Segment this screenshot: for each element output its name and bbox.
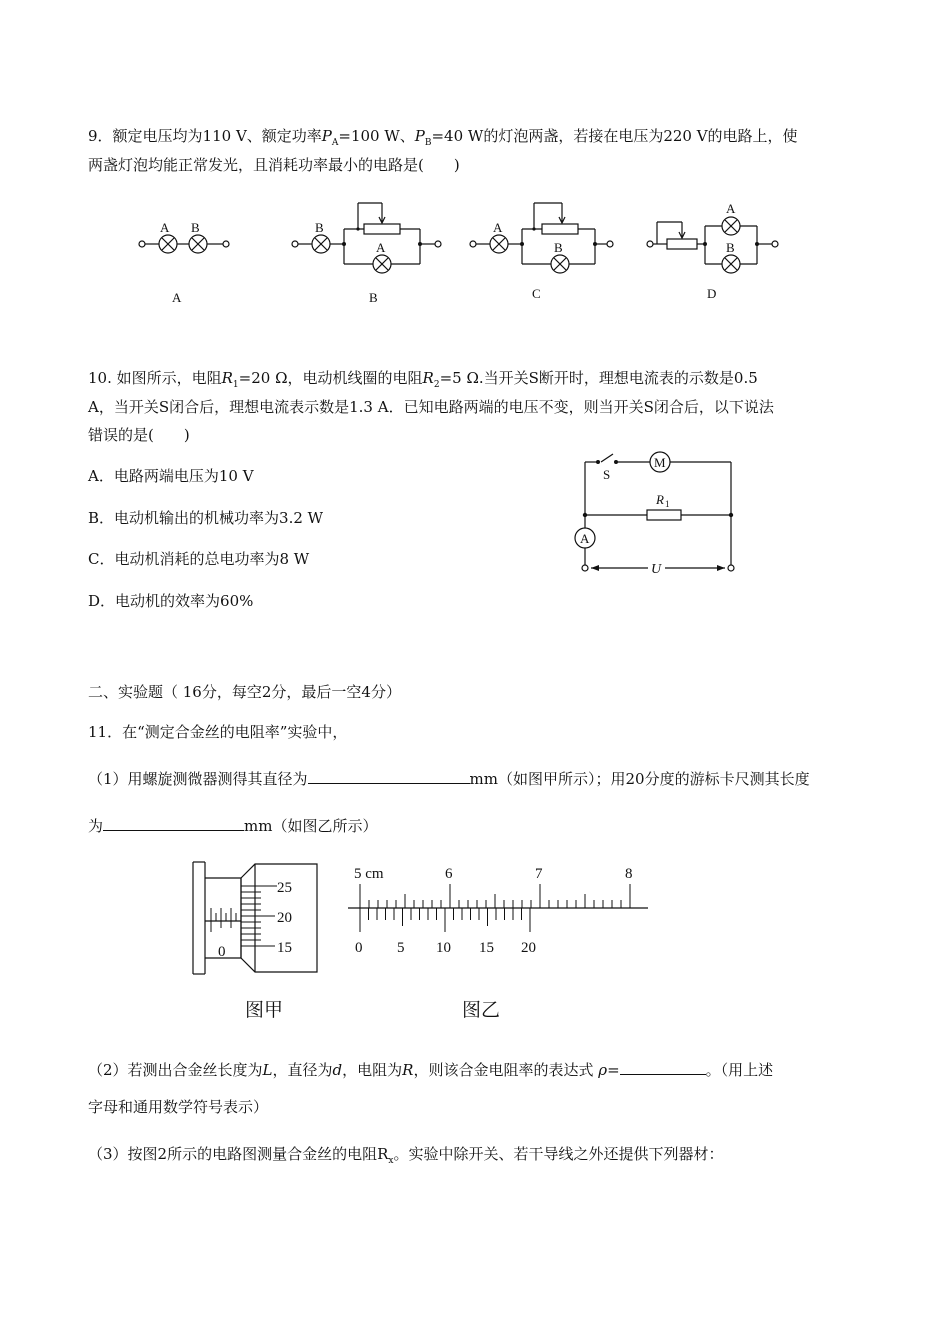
- micrometer-zero: 0: [218, 944, 226, 960]
- micrometer-tick-20: 20: [277, 910, 292, 926]
- caliper-vernier-label-0: 0: [355, 940, 363, 956]
- q11-part3: （3）按图2所示的电路图测量合金丝的电阻$R_x$。实验中除开关、若干导线之外还提供下列器材：: [88, 1145, 724, 1166]
- q11-part1-line2: 为 mm（如图乙所示）: [88, 817, 378, 835]
- bulb-label-a: A: [726, 201, 736, 216]
- q10-option-b: B．电动机输出的机械功率为3.2 W: [88, 509, 324, 527]
- caliper-vernier-label-15: 15: [479, 940, 494, 956]
- q11-title: 11．在“测定合金丝的电阻率”实验中，: [88, 723, 348, 741]
- q9-line1: 9．额定电压均为110 V、额定功率$P_A=100$ W、$P_B=40$ W的灯泡两盏，若接在电压为220 V的电路上，使: [88, 127, 798, 148]
- caliper-vernier-label-10: 10: [436, 940, 451, 956]
- diameter-blank[interactable]: [308, 768, 470, 784]
- motor-label: M: [654, 455, 666, 470]
- bulb-label-a: A: [376, 240, 386, 255]
- q10-option-c: C．电动机消耗的总电功率为8 W: [88, 550, 310, 568]
- micrometer-figure: [185, 856, 325, 1026]
- circuit-label-b: B: [369, 290, 378, 305]
- q11-part1-line1: （1）用螺旋测微器测得其直径为 mm（如图甲所示）；用20分度的游标卡尺测其长度: [88, 770, 810, 788]
- circuit-label-a: A: [172, 290, 182, 305]
- caliper-figure: [340, 860, 660, 1026]
- q9-line2: 两盏灯泡均能正常发光，且消耗功率最小的电路是( ): [88, 156, 460, 174]
- length-blank[interactable]: [103, 815, 244, 831]
- q10-option-a: A．电路两端电压为10 V: [88, 467, 254, 485]
- q11-part2-line1: （2）若测出合金丝长度为L，直径为d，电阻为R，则该合金电阻率的表达式 ρ= 。（用上述: [88, 1061, 774, 1079]
- bulb-label-b: B: [315, 220, 324, 235]
- caliper-vernier-label-5: 5: [397, 940, 405, 956]
- resistor-label: R: [656, 492, 664, 507]
- resistivity-blank[interactable]: [620, 1059, 706, 1075]
- micrometer-tick-25: 25: [277, 880, 292, 896]
- bulb-label-b: B: [191, 220, 200, 235]
- voltage-label: U: [651, 562, 662, 577]
- switch-label: S: [603, 467, 611, 482]
- caliper-main-label-5cm: 5 cm: [354, 866, 384, 882]
- q10-line1: 10. 如图所示，电阻$R_1=20$ Ω，电动机线圈的电阻$R_2=5$ Ω.当开关S断开时，理想电流表的示数是0.5: [88, 369, 758, 390]
- bulb-label-b: B: [554, 240, 563, 255]
- q10-line3: 错误的是( ): [88, 426, 190, 444]
- circuit-label-d: D: [707, 286, 717, 301]
- q10-circuit-figure: [570, 448, 750, 578]
- q10-option-d: D．电动机的效率为60%: [88, 592, 254, 610]
- circuit-label-c: C: [532, 286, 541, 301]
- bulb-label-b: B: [726, 240, 735, 255]
- q11-part2-line2: 字母和通用数学符号表示）: [88, 1098, 269, 1116]
- caliper-caption: 图乙: [462, 1000, 501, 1021]
- section-heading: 二、实验题（ 16分，每空2分，最后一空4分）: [88, 683, 401, 701]
- caliper-main-label-8: 8: [625, 866, 633, 882]
- ammeter-label: A: [580, 531, 590, 546]
- micrometer-caption: 图甲: [245, 1000, 284, 1021]
- micrometer-tick-15: 15: [277, 940, 292, 956]
- resistor-label-sub: 1: [665, 499, 670, 509]
- caliper-main-label-7: 7: [535, 866, 543, 882]
- bulb-label-a: A: [160, 220, 170, 235]
- q9-circuits-figure: [130, 198, 810, 308]
- bulb-label-a: A: [493, 220, 503, 235]
- q10-line2: A，当开关S闭合后，理想电流表示数是1.3 A．已知电路两端的电压不变，则当开关S闭合后，以下说法: [88, 398, 774, 416]
- caliper-main-label-6: 6: [445, 866, 453, 882]
- caliper-vernier-label-20: 20: [521, 940, 536, 956]
